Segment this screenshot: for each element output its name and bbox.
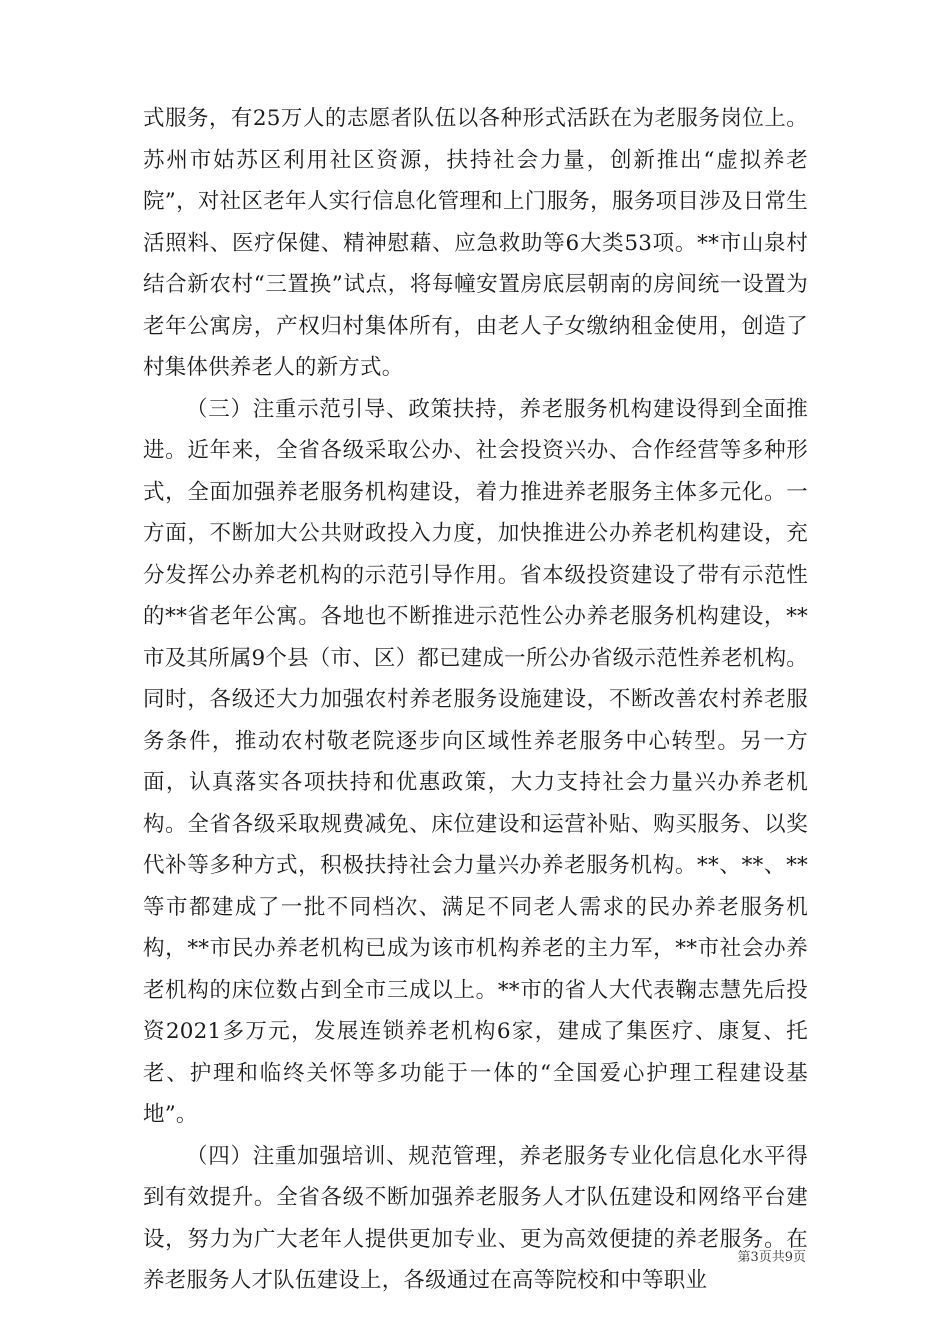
paragraph-2: （三）注重示范引导、政策扶持，养老服务机构建设得到全面推进。近年来，全省各级采取公办、社会投资兴办、合作经营等多种形式，全面加强养老服务机构建设，着力推进养老服务主体多元化。一方面，不断加大公共财政投入力度，加快推进公办养老机构建设，充分发挥公办养老机构的示范引导作用。省本级投资建设了带有示范性的**省老年公寓。各地也不断推进示范性公办养老服务机构建设，**市及其所属9个县（市、区）都已建成一所公办省级示范性养老机构。同时，各级还大力加强农村养老服务设施建设，不断改善农村养老服务条件，推动农村敬老院逐步向区域性养老服务中心转型。另一方面，认真落实各项扶持和优惠政策，大力支持社会力量兴办养老机构。全省各级采取规费减免、床位建设和运营补贴、购买服务、以奖代补等多种方式，积极扶持社会力量兴办养老服务机构。**、**、**等市都建成了一批不同档次、满足不同老人需求的民办养老服务机构，**市民办养老机构已成为该市机构养老的主力军，**市社会办养老机构的床位数占到全市三成以上。**市的省人大代表鞠志慧先后投资2021多万元，发展连锁养老机构6家，建成了集医疗、康复、托老、护理和临终关怀等多功能于一体的“全国爱心护理工程建设基地”。 [143,396,808,1127]
paragraph-3: （四）注重加强培训、规范管理，养老服务专业化信息化水平得到有效提升。全省各级不断加强养老服务人才队伍建设和网络平台建设，努力为广大老年人提供更加专业、更为高效便捷的养老服务。在养老服务人才队伍建设上，各级通过在高等院校和中等职业 [143,1143,808,1293]
page-number-footer: 第3页共9页 [737,1250,806,1265]
paragraph-1: 式服务，有25万人的志愿者队伍以各种形式活跃在为老服务岗位上。苏州市姑苏区利用社区资源，扶持社会力量，创新推出“虚拟养老院”，对社区老年人实行信息化管理和上门服务，服务项目涉及日常生活照料、医疗保健、精神慰藉、应急救助等6大类53项。**市山泉村结合新农村“三置换”试点，将每幢安置房底层朝南的房间统一设置为老年公寓房，产权归村集体所有，由老人子女缴纳租金使用，创造了村集体供养老人的新方式。 [143,106,808,380]
document-body [143,98,808,1302]
